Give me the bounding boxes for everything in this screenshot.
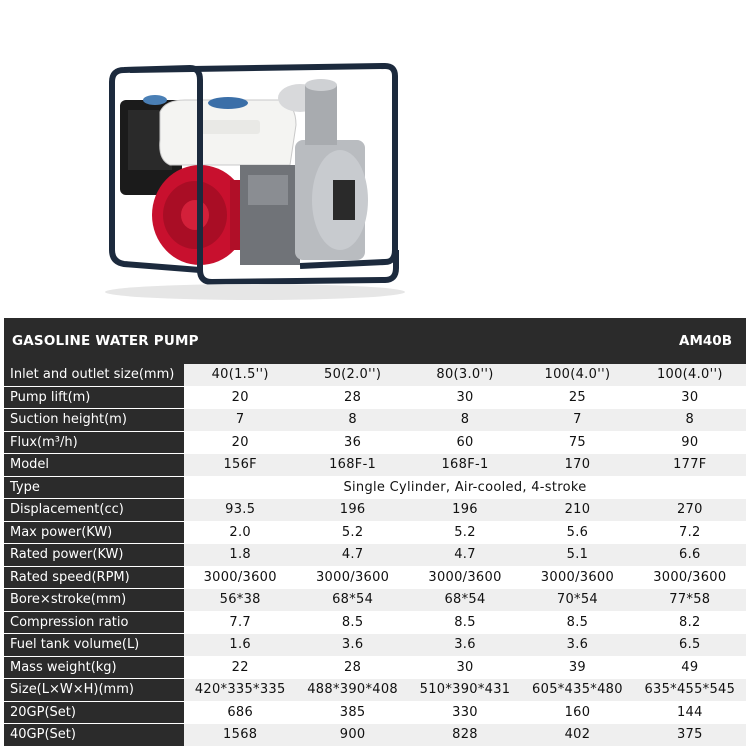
row-span-value: Single Cylinder, Air-cooled, 4-stroke xyxy=(343,479,587,495)
table-cell: 330 xyxy=(452,704,478,720)
table-cell: 77*58 xyxy=(669,592,711,607)
row-values xyxy=(184,544,746,566)
row-label: Suction height(m) xyxy=(4,409,184,431)
table-cell: 686 xyxy=(227,704,254,720)
table-row xyxy=(4,612,746,635)
table-cell: 39 xyxy=(568,659,586,675)
table-cell: 168F-1 xyxy=(441,457,489,472)
table-cell: 196 xyxy=(339,502,366,517)
table-cell: 160 xyxy=(564,704,591,720)
table-cell: 22 xyxy=(231,659,249,675)
row-label: Flux(m³/h) xyxy=(4,432,184,454)
table-cell: 7.2 xyxy=(679,524,701,540)
row-values xyxy=(184,454,746,476)
table-cell: 93.5 xyxy=(225,502,256,517)
row-label: Rated speed(RPM) xyxy=(4,567,184,589)
table-cell: 385 xyxy=(339,704,366,720)
table-cell: 5.2 xyxy=(454,524,476,540)
model-code: AM40B xyxy=(679,333,732,349)
row-values xyxy=(184,702,746,724)
table-cell: 36 xyxy=(344,434,362,450)
row-values xyxy=(184,567,746,589)
row-label: Model xyxy=(4,454,184,476)
table-cell: 5.2 xyxy=(341,524,364,540)
table-cell: 100(4.0'') xyxy=(656,367,723,382)
table-header xyxy=(4,318,746,364)
table-row xyxy=(4,364,746,387)
table-cell: 3.6 xyxy=(566,637,589,652)
row-label: 40GP(Set) xyxy=(4,724,184,746)
row-label: Max power(KW) xyxy=(4,522,184,544)
table-title: GASOLINE WATER PUMP xyxy=(12,333,199,349)
table-cell: 5.1 xyxy=(566,547,589,562)
table-cell: 1.6 xyxy=(229,637,251,652)
row-values xyxy=(184,634,746,656)
table-cell: 8 xyxy=(460,412,470,427)
table-cell: 210 xyxy=(564,502,591,517)
row-label: Size(L×W×H)(mm) xyxy=(4,679,184,701)
table-cell: 6.5 xyxy=(679,637,701,652)
table-row xyxy=(4,477,746,500)
table-cell: 6.6 xyxy=(679,547,701,562)
row-values xyxy=(184,679,746,701)
product-photo xyxy=(0,0,750,318)
row-label: Rated power(KW) xyxy=(4,544,184,566)
table-cell: 420*335*335 xyxy=(194,682,286,697)
row-values xyxy=(184,364,746,386)
row-values xyxy=(184,432,746,454)
row-label: Inlet and outlet size(mm) xyxy=(4,364,184,386)
table-cell: 70*54 xyxy=(556,592,598,607)
spec-table xyxy=(4,318,746,747)
table-cell: 50(2.0'') xyxy=(324,367,382,382)
table-cell: 2.0 xyxy=(229,524,251,540)
table-cell: 30 xyxy=(456,659,474,675)
table-cell: 8.5 xyxy=(454,614,476,630)
table-cell: 168F-1 xyxy=(329,457,377,472)
table-cell: 3.6 xyxy=(454,637,476,652)
table-cell: 28 xyxy=(344,659,362,675)
table-cell: 1.8 xyxy=(229,547,251,562)
table-row xyxy=(4,589,746,612)
row-label: Fuel tank volume(L) xyxy=(4,634,184,656)
table-row xyxy=(4,499,746,522)
row-label: Type xyxy=(4,477,184,499)
row-label: Mass weight(kg) xyxy=(4,657,184,679)
table-cell: 156F xyxy=(223,457,257,472)
table-cell: 75 xyxy=(568,434,586,450)
table-cell: 3000/3600 xyxy=(540,569,615,585)
table-cell: 8 xyxy=(348,412,357,427)
row-values xyxy=(184,409,746,431)
table-cell: 80(3.0'') xyxy=(436,367,494,382)
table-cell: 8.2 xyxy=(679,614,701,630)
row-values xyxy=(184,522,746,544)
table-cell: 100(4.0'') xyxy=(544,367,611,382)
table-cell: 4.7 xyxy=(454,547,476,562)
row-label: 20GP(Set) xyxy=(4,702,184,724)
row-label: Bore×stroke(mm) xyxy=(4,589,184,611)
row-label: Pump lift(m) xyxy=(4,387,184,409)
table-cell: 68*54 xyxy=(444,592,486,607)
table-cell: 605*435*480 xyxy=(532,682,623,697)
table-row xyxy=(4,567,746,590)
table-cell: 28 xyxy=(344,389,362,405)
table-cell: 3.6 xyxy=(341,637,364,652)
table-row xyxy=(4,657,746,680)
table-cell: 144 xyxy=(676,704,703,720)
table-cell: 7 xyxy=(235,412,245,427)
table-row xyxy=(4,522,746,545)
table-cell: 375 xyxy=(676,727,703,742)
row-label: Compression ratio xyxy=(4,612,184,634)
table-cell: 8.5 xyxy=(566,614,589,630)
table-cell: 170 xyxy=(564,457,591,472)
table-cell: 68*54 xyxy=(332,592,374,607)
table-cell: 3000/3600 xyxy=(203,569,277,585)
table-row xyxy=(4,432,746,455)
table-cell: 30 xyxy=(456,389,474,405)
row-values xyxy=(184,612,746,634)
table-cell: 3000/3600 xyxy=(315,569,390,585)
row-values xyxy=(184,499,746,521)
table-cell: 25 xyxy=(568,389,586,405)
table-cell: 20 xyxy=(231,434,249,450)
table-cell: 828 xyxy=(452,727,478,742)
table-cell: 30 xyxy=(681,389,699,405)
table-cell: 4.7 xyxy=(341,547,364,562)
row-values xyxy=(184,387,746,409)
water-pump-image xyxy=(0,0,750,318)
table-cell: 1568 xyxy=(223,727,258,742)
table-cell: 3000/3600 xyxy=(428,569,502,585)
table-cell: 510*390*431 xyxy=(419,682,511,697)
table-row xyxy=(4,387,746,410)
row-values xyxy=(184,724,746,746)
row-values xyxy=(184,657,746,679)
table-row xyxy=(4,724,746,747)
table-cell: 900 xyxy=(339,727,366,742)
row-values xyxy=(184,477,746,499)
table-cell: 635*455*545 xyxy=(644,682,736,697)
table-cell: 7.7 xyxy=(229,614,251,630)
table-cell: 488*390*408 xyxy=(307,682,398,697)
table-cell: 8.5 xyxy=(341,614,364,630)
table-row xyxy=(4,544,746,567)
table-cell: 3000/3600 xyxy=(653,569,727,585)
row-values xyxy=(184,589,746,611)
table-cell: 402 xyxy=(564,727,591,742)
table-cell: 270 xyxy=(676,502,703,517)
table-cell: 7 xyxy=(573,412,582,427)
table-cell: 40(1.5'') xyxy=(211,367,269,382)
table-cell: 49 xyxy=(681,659,699,675)
table-row xyxy=(4,679,746,702)
table-row xyxy=(4,409,746,432)
table-cell: 196 xyxy=(452,502,478,517)
row-label: Displacement(cc) xyxy=(4,499,184,521)
table-cell: 56*38 xyxy=(219,592,261,607)
table-cell: 60 xyxy=(456,434,474,450)
table-cell: 20 xyxy=(231,389,249,405)
table-row xyxy=(4,634,746,657)
table-row xyxy=(4,702,746,725)
table-cell: 90 xyxy=(681,434,699,450)
table-cell: 8 xyxy=(685,412,695,427)
table-cell: 177F xyxy=(673,457,707,472)
table-row xyxy=(4,454,746,477)
table-cell: 5.6 xyxy=(566,524,589,540)
spec-rows xyxy=(4,364,746,747)
